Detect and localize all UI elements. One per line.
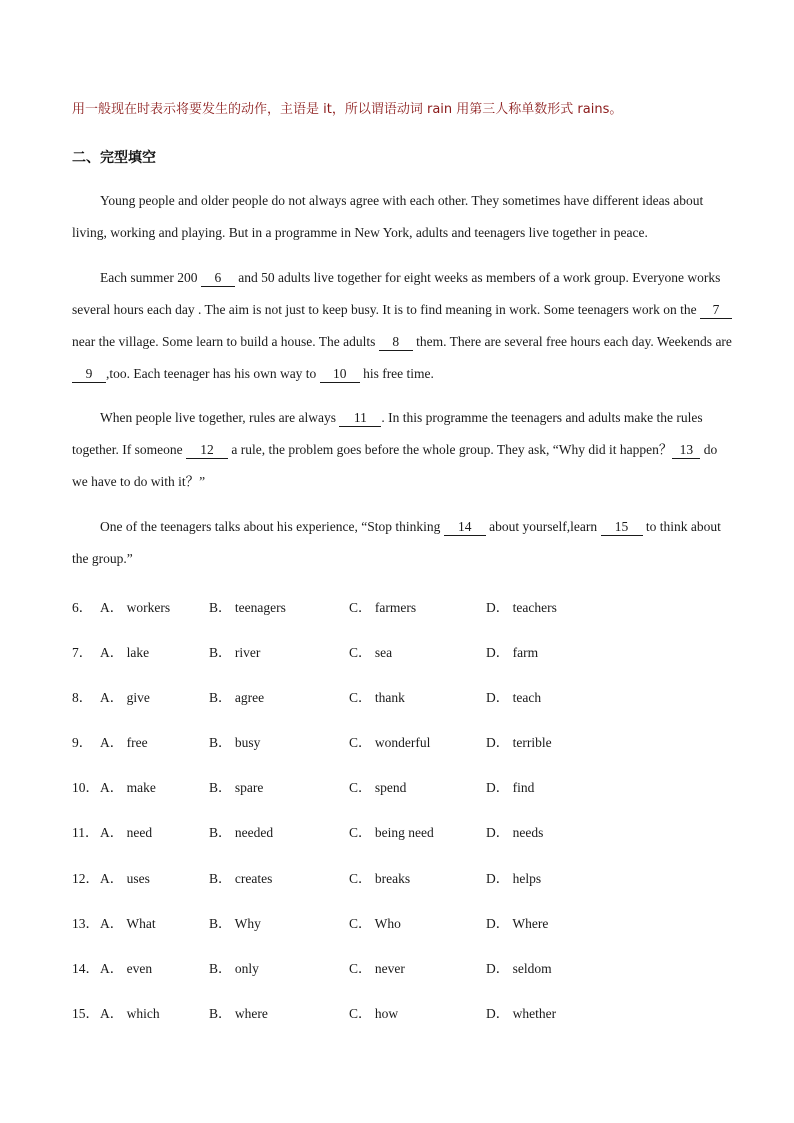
option-b[interactable]: B． only bbox=[209, 961, 259, 976]
passage-paragraph-3 bbox=[72, 402, 734, 498]
passage-text: his free time. bbox=[359, 366, 434, 381]
passage-text: . In this programme the teenagers and adults make the rules together. If someone bbox=[72, 410, 703, 457]
passage-text: and 50 adults live together for eight weeks as members of a work group. Everyone works several hours each day . The aim is not just to keep busy. It is to find meaning in work. Some teenagers work on the bbox=[72, 270, 721, 317]
option-a[interactable]: A． What bbox=[100, 916, 156, 931]
option-a[interactable]: A． which bbox=[100, 1006, 160, 1021]
option-a[interactable]: A． lake bbox=[100, 645, 150, 660]
passage-text: do we have to do with it？” bbox=[72, 442, 718, 489]
question-number: 10． bbox=[72, 780, 99, 795]
passage-text: When people live together, rules are always bbox=[100, 410, 340, 425]
option-d[interactable]: D． teachers bbox=[486, 600, 557, 615]
option-b[interactable]: B． teenagers bbox=[209, 600, 286, 615]
blank-12[interactable]: 12 bbox=[186, 442, 228, 459]
blank-15[interactable]: 15 bbox=[601, 519, 643, 536]
blank-14[interactable]: 14 bbox=[444, 519, 486, 536]
option-d[interactable]: D． needs bbox=[486, 825, 544, 840]
blank-6[interactable]: 6 bbox=[201, 270, 235, 287]
option-d[interactable]: D． teach bbox=[486, 690, 542, 705]
section-heading: 二、完型填空 bbox=[72, 150, 156, 166]
passage-text: about yourself,learn bbox=[485, 519, 601, 534]
option-d[interactable]: D． Where bbox=[486, 916, 549, 931]
option-d[interactable]: D． terrible bbox=[486, 735, 552, 750]
option-b[interactable]: B． Why bbox=[209, 916, 261, 931]
blank-9[interactable]: 9 bbox=[72, 366, 106, 383]
option-c[interactable]: C． wonderful bbox=[349, 735, 431, 750]
question-row-15 bbox=[72, 1002, 732, 1022]
passage-text: near the village. Some learn to build a house. The adults bbox=[72, 334, 379, 349]
option-b[interactable]: B． agree bbox=[209, 690, 265, 705]
passage-text: to think about the group.” bbox=[72, 519, 721, 566]
option-c[interactable]: C． spend bbox=[349, 780, 407, 795]
question-row-14 bbox=[72, 957, 732, 977]
question-row-10 bbox=[72, 776, 732, 796]
passage-paragraph-2 bbox=[72, 262, 734, 390]
question-row-11 bbox=[72, 821, 732, 841]
question-row-9 bbox=[72, 731, 732, 751]
passage-text: One of the teenagers talks about his experience, “Stop thinking bbox=[100, 519, 444, 534]
blank-11[interactable]: 11 bbox=[339, 410, 381, 427]
option-a[interactable]: A． give bbox=[100, 690, 150, 705]
option-c[interactable]: C． breaks bbox=[349, 871, 411, 886]
question-number: 7． bbox=[72, 645, 93, 660]
option-d[interactable]: D． whether bbox=[486, 1006, 557, 1021]
passage-text: them. There are several free hours each day. Weekends are bbox=[412, 334, 732, 349]
option-b[interactable]: B． busy bbox=[209, 735, 261, 750]
option-a[interactable]: A． even bbox=[100, 961, 153, 976]
option-b[interactable]: B． spare bbox=[209, 780, 264, 795]
option-b[interactable]: B． creates bbox=[209, 871, 273, 886]
passage-text: ,too. Each teenager has his own way to bbox=[106, 366, 320, 381]
option-c[interactable]: C． Who bbox=[349, 916, 401, 931]
question-row-13 bbox=[72, 912, 732, 932]
question-row-12 bbox=[72, 867, 732, 887]
option-a[interactable]: A． make bbox=[100, 780, 156, 795]
passage-text: a rule, the problem goes before the whole group. They ask, “Why did it happen？ bbox=[227, 442, 673, 457]
blank-8[interactable]: 8 bbox=[379, 334, 413, 351]
option-b[interactable]: B． where bbox=[209, 1006, 268, 1021]
option-d[interactable]: D． farm bbox=[486, 645, 539, 660]
question-row-7 bbox=[72, 641, 732, 661]
option-a[interactable]: A． free bbox=[100, 735, 148, 750]
question-number: 12． bbox=[72, 871, 99, 886]
question-row-6 bbox=[72, 596, 732, 616]
option-c[interactable]: C． being need bbox=[349, 825, 434, 840]
answer-explanation-note: 用一般现在时表示将要发生的动作，主语是 it，所以谓语动词 rain 用第三人称单数形式 rains。 bbox=[72, 102, 623, 117]
blank-7[interactable]: 7 bbox=[700, 302, 732, 319]
passage-text: Young people and older people do not always agree with each other. They sometimes have different ideas about living, working and playing. But in a programme in New York, adults and teenagers live together in peace. bbox=[72, 193, 704, 240]
question-number: 13． bbox=[72, 916, 99, 931]
question-number: 15． bbox=[72, 1006, 99, 1021]
option-d[interactable]: D． helps bbox=[486, 871, 542, 886]
question-number: 11． bbox=[72, 825, 99, 840]
blank-13[interactable]: 13 bbox=[672, 442, 700, 459]
passage-text: Each summer 200 bbox=[100, 270, 201, 285]
option-a[interactable]: A． need bbox=[100, 825, 153, 840]
option-c[interactable]: C． how bbox=[349, 1006, 399, 1021]
question-row-8 bbox=[72, 686, 732, 706]
option-d[interactable]: D． seldom bbox=[486, 961, 552, 976]
option-b[interactable]: B． needed bbox=[209, 825, 274, 840]
question-number: 14． bbox=[72, 961, 99, 976]
question-number: 9． bbox=[72, 735, 93, 750]
option-d[interactable]: D． find bbox=[486, 780, 535, 795]
option-c[interactable]: C． farmers bbox=[349, 600, 417, 615]
option-c[interactable]: C． thank bbox=[349, 690, 405, 705]
option-b[interactable]: B． river bbox=[209, 645, 261, 660]
blank-10[interactable]: 10 bbox=[320, 366, 360, 383]
passage-paragraph-1 bbox=[72, 185, 734, 249]
option-c[interactable]: C． never bbox=[349, 961, 405, 976]
question-number: 8． bbox=[72, 690, 93, 705]
passage-paragraph-4 bbox=[72, 511, 734, 575]
question-number: 6． bbox=[72, 600, 93, 615]
option-c[interactable]: C． sea bbox=[349, 645, 393, 660]
option-a[interactable]: A． workers bbox=[100, 600, 171, 615]
option-a[interactable]: A． uses bbox=[100, 871, 150, 886]
